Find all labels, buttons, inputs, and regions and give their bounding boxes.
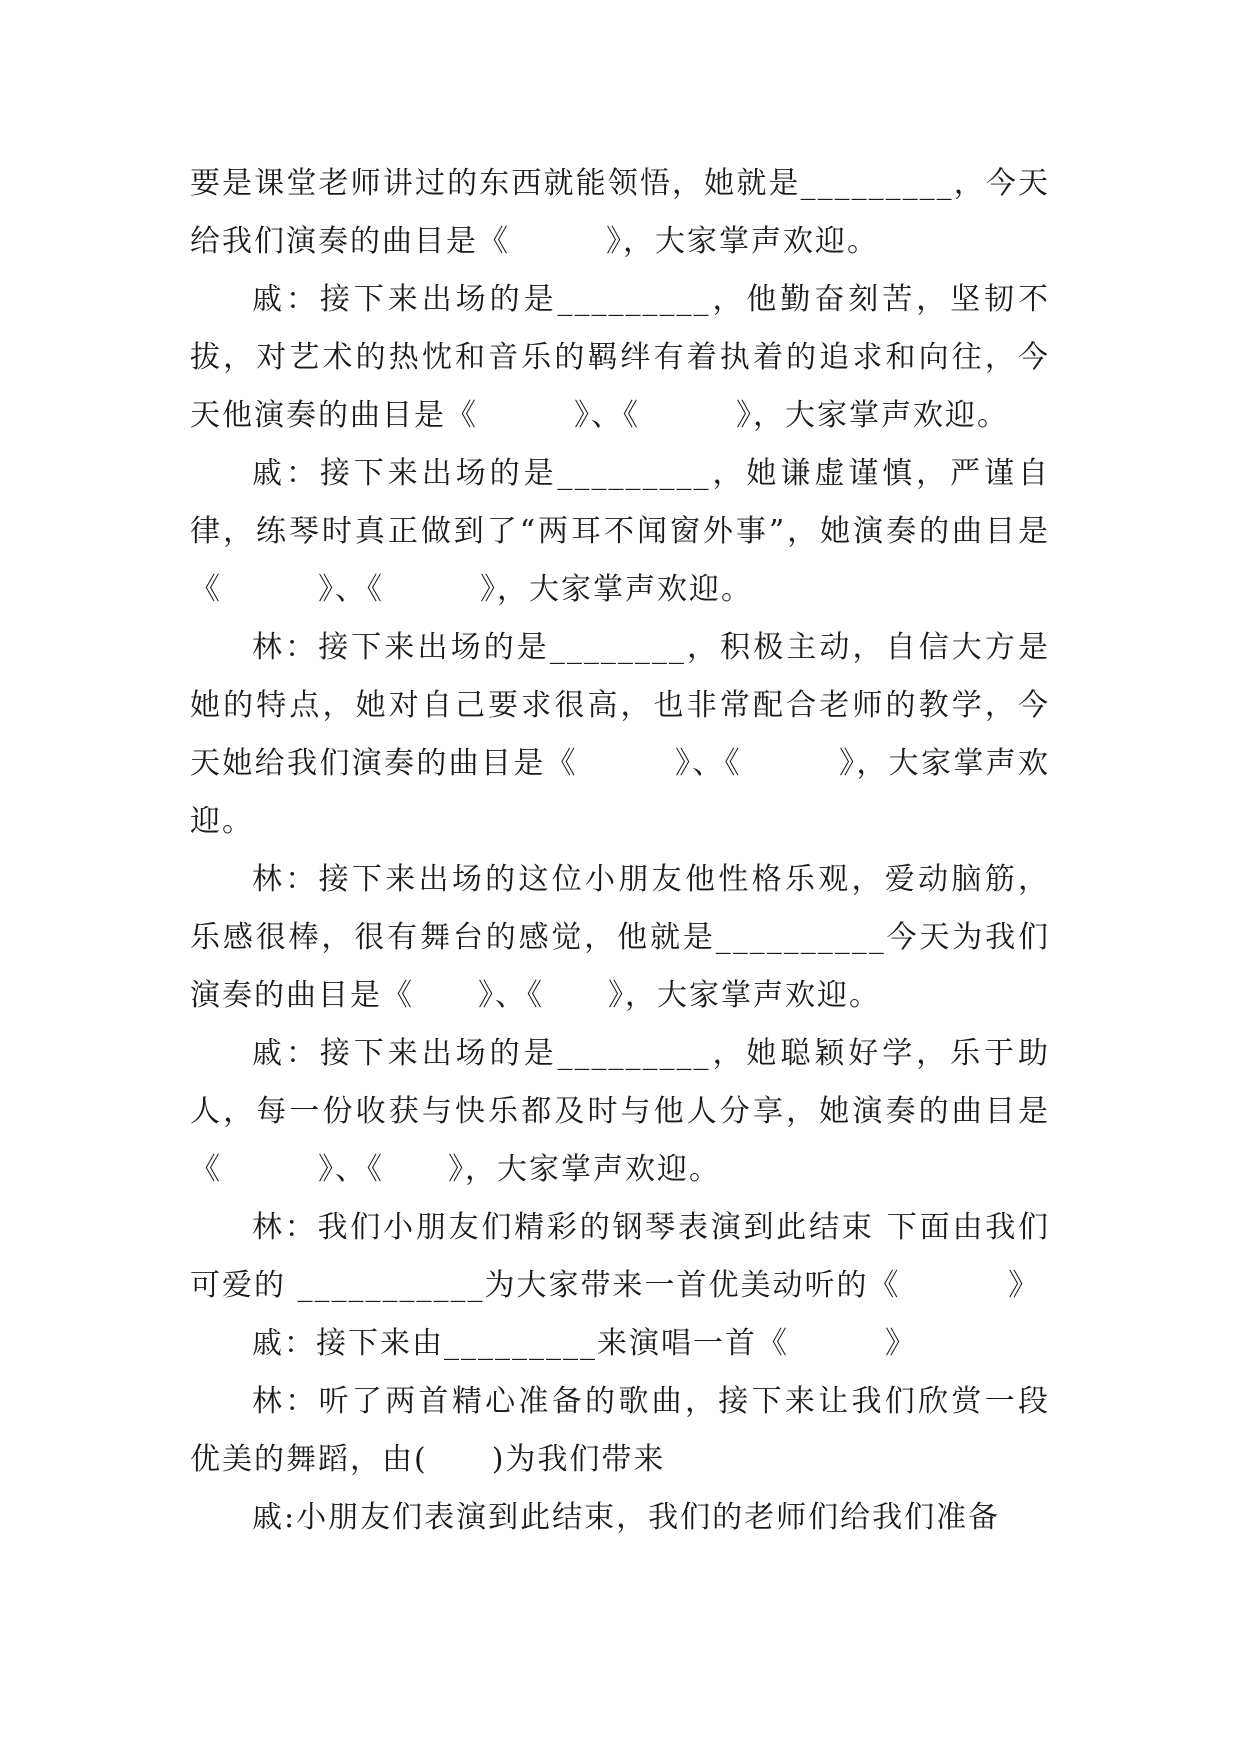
paragraph-9: 林：听了两首精心准备的歌曲，接下来让我们欣赏一段优美的舞蹈，由( )为我们带来 bbox=[190, 1384, 1050, 1477]
document-page bbox=[190, 155, 1050, 1547]
paragraph-7: 林：我们小朋友们精彩的钢琴表演到此结束 下面由我们可爱的 ___________为大家带来一首优美动听的《 》 bbox=[190, 1210, 1050, 1303]
paragraph-4: 林：接下来出场的是________，积极主动，自信大方是她的特点，她对自己要求很高，也非常配合老师的教学，今天她给我们演奏的曲目是《 》、《 》，大家掌声欢迎。 bbox=[190, 630, 1050, 839]
paragraph-2: 戚：接下来出场的是_________，他勤奋刻苦，坚韧不拔，对艺术的热忱和音乐的羁绊有着执着的追求和向往，今天他演奏的曲目是《 》、《 》，大家掌声欢迎。 bbox=[190, 282, 1050, 433]
paragraph-3: 戚：接下来出场的是_________，她谦虚谨慎，严谨自律，练琴时真正做到了“两耳不闻窗外事”，她演奏的曲目是《 》、《 》，大家掌声欢迎。 bbox=[190, 456, 1050, 607]
paragraph-10: 戚:小朋友们表演到此结束，我们的老师们给我们准备 bbox=[252, 1500, 1001, 1535]
paragraph-5: 林：接下来出场的这位小朋友他性格乐观，爱动脑筋，乐感很棒，很有舞台的感觉，他就是__________今天为我们演奏的曲目是《 》、《 》，大家掌声欢迎。 bbox=[190, 862, 1050, 1013]
paragraph-1: 要是课堂老师讲过的东西就能领悟，她就是_________，今天给我们演奏的曲目是《 》，大家掌声欢迎。 bbox=[190, 166, 1050, 259]
paragraph-8: 戚：接下来由_________来演唱一首《 》 bbox=[252, 1326, 917, 1361]
paragraph-6: 戚：接下来出场的是_________，她聪颖好学，乐于助人，每一份收获与快乐都及时与他人分享，她演奏的曲目是《 》、《 》，大家掌声欢迎。 bbox=[190, 1036, 1050, 1187]
